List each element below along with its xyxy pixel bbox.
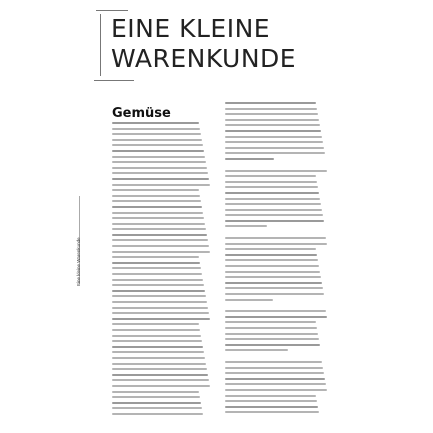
text-line <box>225 276 321 278</box>
text-line <box>112 273 202 275</box>
text-line <box>225 198 320 200</box>
text-line <box>225 327 317 329</box>
text-line <box>112 295 206 297</box>
text-line <box>112 161 206 163</box>
text-line <box>112 228 206 230</box>
text-line <box>112 357 205 359</box>
text-line <box>112 284 204 286</box>
text-line <box>225 102 316 104</box>
text-line <box>225 271 320 273</box>
text-line <box>225 136 322 138</box>
text-line <box>112 251 210 253</box>
text-line <box>112 167 207 169</box>
text-line <box>112 407 202 409</box>
text-line <box>225 220 324 222</box>
text-line <box>112 351 204 353</box>
title-bottom-rule <box>94 80 134 81</box>
body-text-column-right <box>225 102 328 397</box>
text-line <box>112 156 205 158</box>
text-line <box>112 139 202 141</box>
text-line <box>112 335 201 337</box>
text-line <box>112 323 199 325</box>
text-line <box>225 175 316 177</box>
text-line <box>225 119 319 121</box>
title-vertical-rule <box>100 14 101 76</box>
text-line <box>112 195 200 197</box>
text-line <box>112 262 200 264</box>
text-line <box>225 282 322 284</box>
text-line <box>112 223 205 225</box>
text-block <box>112 122 211 418</box>
text-line <box>112 128 200 130</box>
text-line <box>112 290 205 292</box>
text-line <box>112 307 208 309</box>
text-line <box>112 172 208 174</box>
text-line <box>112 363 206 365</box>
text-line <box>112 122 199 124</box>
text-line <box>225 237 326 239</box>
text-line <box>112 212 203 214</box>
text-line <box>225 108 317 110</box>
text-line <box>225 338 319 340</box>
text-line <box>112 340 202 342</box>
text-line <box>112 217 204 219</box>
text-line <box>225 203 321 205</box>
text-line <box>225 265 319 267</box>
text-line <box>112 150 204 152</box>
text-line <box>225 141 323 143</box>
text-line <box>112 189 199 191</box>
text-line <box>225 287 323 289</box>
text-line <box>225 372 324 374</box>
running-title: Eine kleine Warenkunde <box>76 237 81 286</box>
text-line <box>225 395 316 397</box>
text-line <box>112 245 209 247</box>
paragraph-gap <box>225 164 328 170</box>
text-line <box>225 192 319 194</box>
text-line <box>225 124 320 126</box>
text-line <box>225 389 327 391</box>
text-line <box>112 200 201 202</box>
text-line <box>225 349 288 351</box>
text-line <box>225 181 317 183</box>
text-line <box>225 344 320 346</box>
text-line <box>225 406 318 408</box>
text-line <box>112 329 200 331</box>
text-line <box>225 378 325 380</box>
text-line <box>112 391 199 393</box>
text-line <box>225 152 325 154</box>
text-line <box>225 186 318 188</box>
text-line <box>112 301 207 303</box>
text-line <box>225 225 267 227</box>
title-top-rule <box>96 10 128 11</box>
text-line <box>225 361 322 363</box>
text-line <box>112 256 199 258</box>
text-line <box>225 243 327 245</box>
text-line <box>225 316 327 318</box>
text-line <box>225 254 317 256</box>
text-line <box>225 158 274 160</box>
text-line <box>112 396 200 398</box>
text-line <box>225 310 326 312</box>
text-line <box>112 279 203 281</box>
text-line <box>225 400 317 402</box>
text-line <box>225 333 318 335</box>
text-line <box>225 411 319 413</box>
text-line <box>112 206 202 208</box>
text-line <box>225 259 318 261</box>
text-line <box>225 113 318 115</box>
text-line <box>225 321 316 323</box>
text-line <box>225 383 326 385</box>
text-line <box>112 374 208 376</box>
text-line <box>112 184 210 186</box>
text-line <box>112 368 207 370</box>
text-line <box>225 170 327 172</box>
text-line <box>112 234 207 236</box>
text-line <box>112 178 209 180</box>
text-line <box>112 318 210 320</box>
text-block <box>225 102 328 417</box>
text-line <box>225 248 316 250</box>
page-title <box>111 14 296 74</box>
text-line <box>225 209 322 211</box>
text-line <box>112 346 203 348</box>
text-line <box>225 293 324 295</box>
text-line <box>112 413 203 415</box>
page-title-line-2: WARENKUNDE <box>111 44 297 73</box>
text-line <box>225 147 324 149</box>
text-line <box>225 299 273 301</box>
text-line <box>112 402 201 404</box>
text-line <box>225 214 323 216</box>
section-heading: Gemüse <box>112 106 171 121</box>
text-line <box>112 379 209 381</box>
text-line <box>225 367 323 369</box>
text-line <box>112 385 210 387</box>
page-title-line-1: EINE KLEINE <box>111 14 271 43</box>
text-line <box>112 239 208 241</box>
text-line <box>112 133 201 135</box>
text-line <box>112 144 203 146</box>
text-line <box>112 267 201 269</box>
text-line <box>112 312 209 314</box>
text-line <box>225 130 321 132</box>
body-text-column-left <box>112 122 211 417</box>
